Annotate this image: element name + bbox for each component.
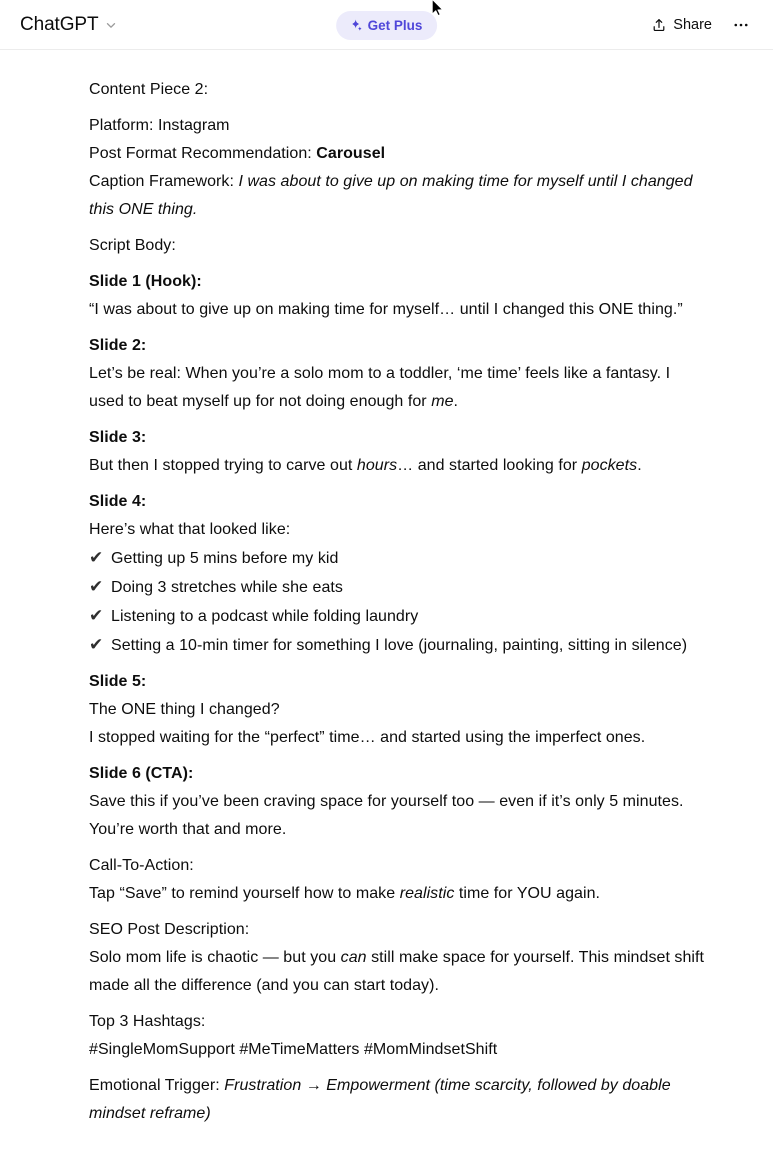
cta-label: Call-To-Action: (89, 857, 194, 874)
slide-6-heading (89, 760, 707, 788)
emotional-trigger-label: Emotional Trigger: (89, 1077, 220, 1094)
slide-6-body: Save this if you’ve been craving space for yourself too — even if it’s only 5 minutes. You’re worth that and more. (89, 793, 684, 838)
slide-2-italic: me (431, 393, 454, 410)
slide-2-text: Let’s be real: When you’re a solo mom to a toddler, ‘me time’ feels like a fantasy. I used to beat myself up for not doing enough for (89, 365, 671, 410)
get-plus-label: Get Plus (367, 18, 423, 33)
post-format-value: Carousel (316, 145, 386, 162)
header-right-actions (642, 9, 757, 41)
caption-value: I was about to give up on making time for myself until I changed this ONE thing. (89, 173, 693, 218)
slide-heading-text: Slide 1 (Hook): (89, 273, 202, 290)
platform-label: Platform: (89, 117, 154, 134)
slide-heading-text: Slide 3: (89, 429, 147, 446)
checklist-item-label: Getting up 5 mins before my kid (111, 550, 339, 567)
upload-icon (651, 17, 667, 33)
check-mark-icon: ✔ (89, 548, 104, 568)
slide-3-mid: … and started looking for (397, 457, 582, 474)
conversation-scroll-area[interactable] (0, 50, 773, 1163)
platform-line (89, 112, 707, 140)
seo-post: still make space for yourself. This mindset shift made all the difference (and you can start today). (89, 949, 705, 994)
brand-title: ChatGPT (20, 14, 99, 35)
emotional-trigger-line (89, 1072, 707, 1128)
cta-body (89, 880, 707, 908)
slide-3-pre: But then I stopped trying to carve out (89, 457, 357, 474)
slide-5-body-line-2: I stopped waiting for the “perfect” time… and started using the imperfect ones. (89, 729, 646, 746)
caption-label: Caption Framework: (89, 173, 234, 190)
slide-1-heading (89, 268, 707, 296)
slide-4-intro: Here’s what that looked like: (89, 521, 291, 538)
slide-heading-text: Slide 2: (89, 337, 147, 354)
ellipsis-icon (732, 16, 750, 34)
script-body-label: Script Body: (89, 237, 176, 254)
slide-3-body (89, 452, 707, 480)
get-plus-button[interactable] (336, 11, 438, 40)
checklist-item-label: Listening to a podcast while folding laundry (111, 608, 419, 625)
check-mark-icon: ✔ (89, 606, 104, 626)
slide-4-heading (89, 488, 707, 516)
seo-label: SEO Post Description: (89, 921, 250, 938)
cta-pre: Tap “Save” to remind yourself how to make (89, 885, 400, 902)
emotional-trigger-value: Frustration → Empowerment (time scarcity, followed by doable mindset reframe) (89, 1077, 671, 1122)
platform-value: Instagram (157, 117, 230, 134)
slide-heading-text: Slide 4: (89, 493, 147, 510)
slide-5-heading (89, 668, 707, 696)
checklist-item (89, 573, 707, 602)
share-label: Share (673, 16, 712, 33)
checklist-item (89, 631, 707, 660)
checklist-item-label: Setting a 10-min timer for something I love (journaling, painting, sitting in silence) (111, 637, 688, 654)
slide-3-post: . (637, 457, 642, 474)
cta-italic: realistic (399, 885, 455, 902)
slide-2-heading (89, 332, 707, 360)
chevron-down-icon (104, 18, 118, 32)
sparkle-icon (349, 19, 362, 32)
check-mark-icon: ✔ (89, 635, 104, 655)
seo-pre: Solo mom life is chaotic — but you (89, 949, 341, 966)
seo-italic: can (340, 949, 367, 966)
checklist-item (89, 602, 707, 631)
hashtags-label: Top 3 Hashtags: (89, 1013, 206, 1030)
share-button[interactable] (642, 9, 721, 41)
cta-post: time for YOU again. (454, 885, 601, 902)
seo-body (89, 944, 707, 1000)
assistant-message (0, 50, 773, 1128)
post-format-label: Post Format Recommendation: (89, 145, 312, 162)
message-content (89, 76, 707, 1128)
check-mark-icon: ✔ (89, 577, 104, 597)
post-format-line (89, 140, 707, 168)
slide-3-heading (89, 424, 707, 452)
top-header-bar (0, 0, 773, 50)
content-piece-title: Content Piece 2: (89, 81, 209, 98)
slide-3-italic-hours: hours (356, 457, 398, 474)
slide-3-italic-pockets: pockets (581, 457, 638, 474)
slide-heading-text: Slide 5: (89, 673, 147, 690)
checklist-item (89, 544, 707, 573)
caption-framework-line (89, 168, 707, 224)
slide-2-body (89, 360, 707, 416)
hashtags-value: #SingleMomSupport #MeTimeMatters #MomMindsetShift (89, 1041, 498, 1058)
slide-5-body-line-1: The ONE thing I changed? (89, 701, 280, 718)
slide-2-tail: . (453, 393, 459, 410)
checklist-item-label: Doing 3 stretches while she eats (111, 579, 343, 596)
slide-heading-text: Slide 6 (CTA): (89, 765, 194, 782)
slide-1-body: “I was about to give up on making time for myself… until I changed this ONE thing.” (89, 301, 683, 318)
more-options-button[interactable] (725, 9, 757, 41)
chatgpt-model-switcher[interactable] (16, 11, 126, 38)
